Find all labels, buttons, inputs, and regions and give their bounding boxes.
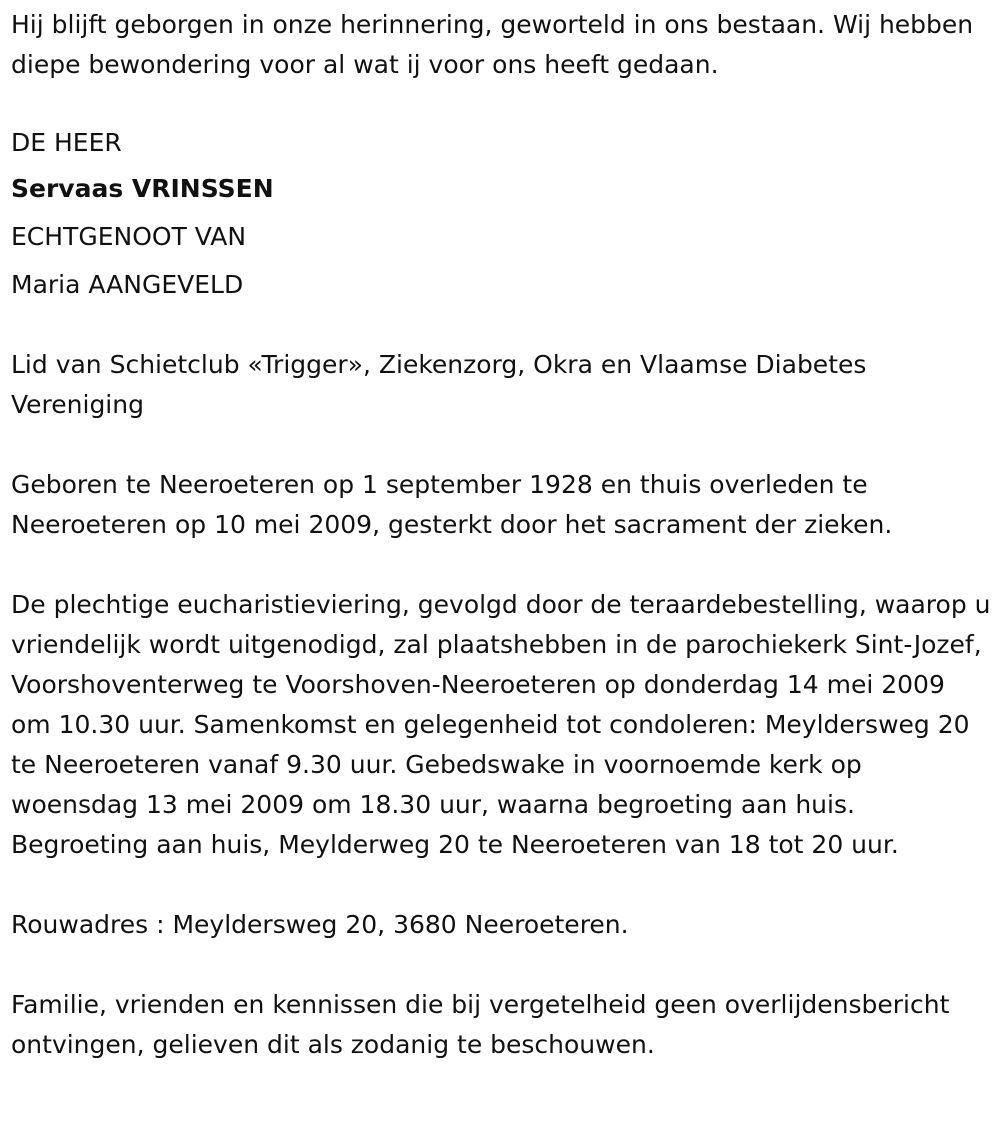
spouse-name: Maria AANGEVELD <box>11 270 244 299</box>
deceased-name: Servaas VRINSSEN <box>11 174 274 203</box>
ceremony-paragraph: De plechtige eucharistieviering, gevolgd door de teraardebestelling, waarop u vriendelijk wordt uitgenodigd, zal plaatshebben in de parochiekerk Sint-Jozef, Voorshoventerweg te Voorshoven-Neeroeteren op donderdag 14 mei 2009 om 10.30 uur. Samenkomst en gelegenheid tot condoleren: Meyldersweg 20 te Neeroeteren vanaf 9.30 uur. Gebedswake in voornoemde kerk op woensdag 13 mei 2009 om 18.30 uur, waarna begroeting aan huis. Begroeting aan huis, Meylderweg 20 te Neeroeteren van 18 tot 20 uur. <box>11 590 991 859</box>
name-block <box>11 121 991 309</box>
memberships-paragraph: Lid van Schietclub «Trigger», Ziekenzorg, Okra en Vlaamse Diabetes Vereniging <box>11 350 867 419</box>
title-prefix: DE HEER <box>11 128 122 157</box>
relation-label: ECHTGENOOT VAN <box>11 222 247 251</box>
obituary-notice <box>11 5 991 1105</box>
intro-paragraph: Hij blijft geborgen in onze herinnering, geworteld in ons bestaan. Wij hebben diepe bewondering voor al wat ij voor ons heeft gedaan. <box>11 10 974 79</box>
birth-death-paragraph: Geboren te Neeroeteren op 1 september 1928 en thuis overleden te Neeroeteren op 10 mei 2009, gesterkt door het sacrament der zieken. <box>11 470 893 539</box>
closing-paragraph: Familie, vrienden en kennissen die bij vergetelheid geen overlijdensbericht ontvingen, gelieven dit als zodanig te beschouwen. <box>11 990 950 1059</box>
mourning-address: Rouwadres : Meyldersweg 20, 3680 Neeroeteren. <box>11 910 629 939</box>
